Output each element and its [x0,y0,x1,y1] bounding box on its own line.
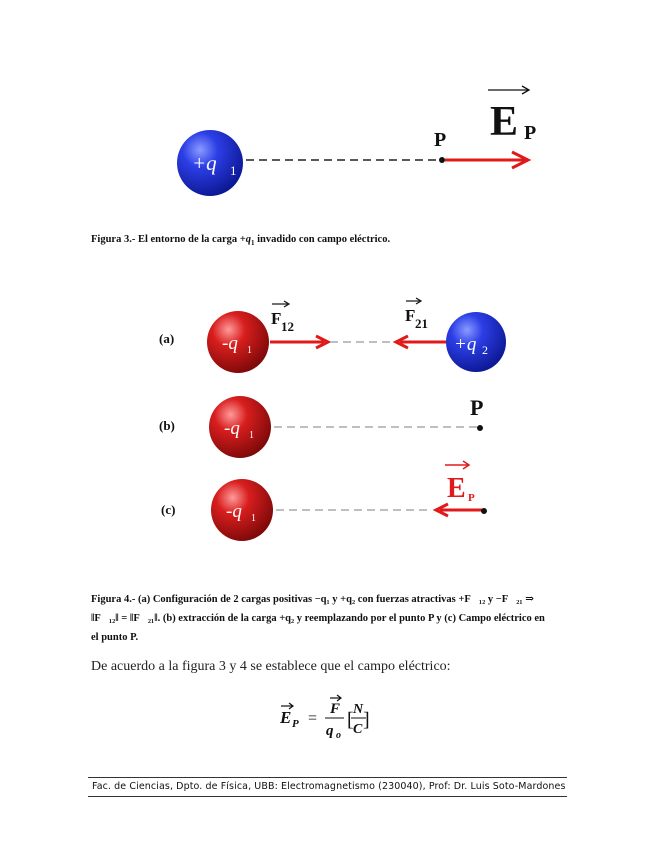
svg-text:P: P [468,492,475,504]
figure-4 [150,290,530,550]
svg-text:21: 21 [415,316,428,331]
point-p-dot [439,157,445,163]
svg-text:N: N [353,702,364,717]
svg-text:2: 2 [482,343,488,357]
svg-text:12: 12 [281,319,294,334]
svg-text:1: 1 [251,513,256,524]
charge-q1-label: +q [192,151,217,175]
field-ep-label: E [490,99,519,145]
svg-text:F: F [330,701,341,717]
svg-text:P: P [292,718,299,730]
figure-3 [160,80,560,200]
charge-minus-q1-sphere-b [209,396,271,458]
svg-text:q: q [326,723,334,739]
force-f21-label: F [405,306,416,325]
force-f12-label: F [271,309,282,328]
svg-text:C: C [353,722,363,737]
svg-text:P: P [524,122,537,144]
footer-rule-bottom [88,796,567,797]
charge-minus-q1-sphere [207,311,269,373]
svg-text:-q: -q [222,333,238,354]
point-p-label: P [434,129,447,151]
point-p-dot-b [477,425,483,431]
intro-text: De acuerdo a la figura 3 y 4 se establece que el campo eléctrico: [91,659,451,674]
row-c-label: (c) [161,502,176,517]
footer-rule-top [88,777,567,778]
field-ep-label-c: E [447,473,466,504]
svg-text:1: 1 [230,163,237,178]
svg-text:=: = [308,710,318,727]
svg-text:-q: -q [224,418,240,439]
svg-text:1: 1 [247,345,252,356]
svg-text:-q: -q [226,501,242,522]
figure-4-caption: Figura 4.- (a) Configuración de 2 cargas positivas −q₁ y +q₂ con fuerzas atractivas +F⃗₁₂ y −F⃗₂₁ ⇒ ‖F⃗₁₂‖ = ‖F⃗₂₁‖. (b) extracción de la carga +q₂ y reemplazando por el punto P y (c) Campo eléctrico en el punto P. [91,594,545,643]
svg-text:E: E [280,708,292,727]
svg-text:]: ] [363,709,370,731]
svg-text:o: o [336,730,341,741]
charge-minus-q1-sphere-c [211,479,273,541]
svg-text:+q: +q [454,334,477,355]
figure-3-caption: Figura 3.- El entorno de la carga $+q_1$ invadido con campo eléctrico. [91,234,391,248]
electric-field-equation [270,693,390,743]
svg-text:1: 1 [249,430,254,441]
svg-text:[: [ [347,709,354,731]
row-b-label: (b) [159,418,175,433]
footer-text: Fac. de Ciencias, Dpto. de Física, UBB: Electromagnetismo (230040), Prof: Dr. Luis Soto-Mardones [92,781,566,792]
row-a-label: (a) [159,331,175,346]
point-p-label-b: P [470,395,484,420]
